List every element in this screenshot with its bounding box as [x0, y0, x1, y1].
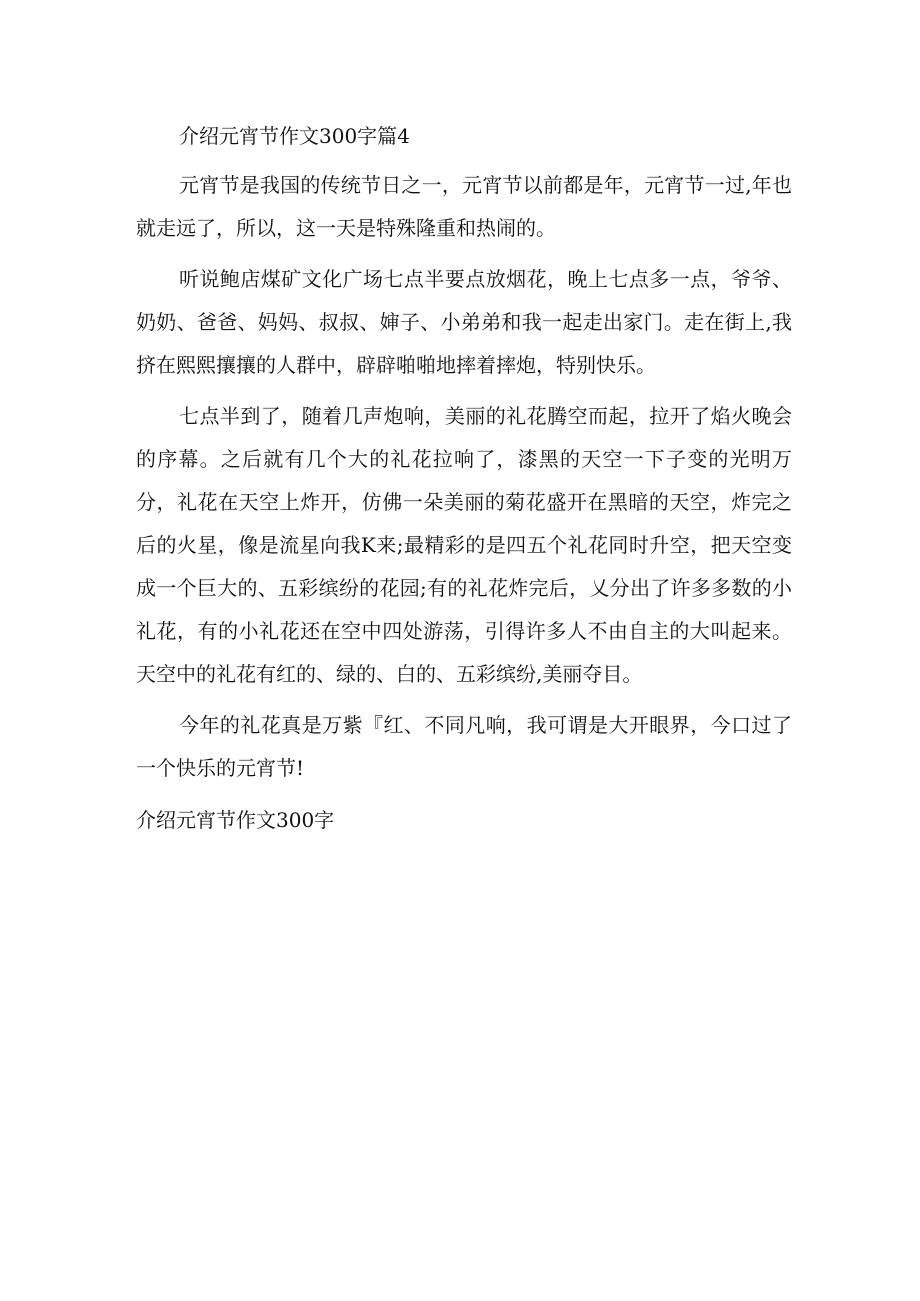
paragraph-2: 听说鲍店煤矿文化广场七点半要点放烟花，晚上七点多一点，爷爷、奶奶、爸爸、妈妈、叔叔、婶子、小弟弟和我一起走出家门。走在街上,我挤在熙熙攘攘的人群中，辟辟啪啪地摔着摔炮，特别快乐。 — [136, 267, 792, 377]
essay-title: 介绍元宵节作文300字篇4 — [179, 124, 410, 148]
section-heading: 介绍元宵节作文300字 — [136, 808, 335, 832]
paragraph-3: 七点半到了，随着几声炮响，美丽的礼花腾空而起，拉开了焰火晚会的序幕。之后就有几个大的礼花拉响了，漆黑的天空一下子变的光明万分，礼花在天空上炸开，仿佛一朵美丽的菊花盛开在黑暗的天空，炸完之后的火星，像是流星向我K来;最精彩的是四五个礼花同时升空，把天空变成一个巨大的、五彩缤纷的花园;有的礼花炸完后，乂分出了许多多数的小礼花，有的小礼花还在空中四处游荡，引得许多人不由自主的大叫起来。天空中的礼花有红的、绿的、白的、五彩缤纷,美丽夺目。 — [136, 404, 792, 686]
paragraph-1: 元宵节是我国的传统节日之一，元宵节以前都是年，元宵节一过,年也就走远了，所以，这一天是特殊隆重和热闹的。 — [136, 173, 792, 240]
document-content — [136, 118, 792, 838]
paragraph-4: 今年的礼花真是万紫『红、不同凡响，我可谓是大开眼界，今口过了一个快乐的元宵节! — [136, 713, 792, 780]
